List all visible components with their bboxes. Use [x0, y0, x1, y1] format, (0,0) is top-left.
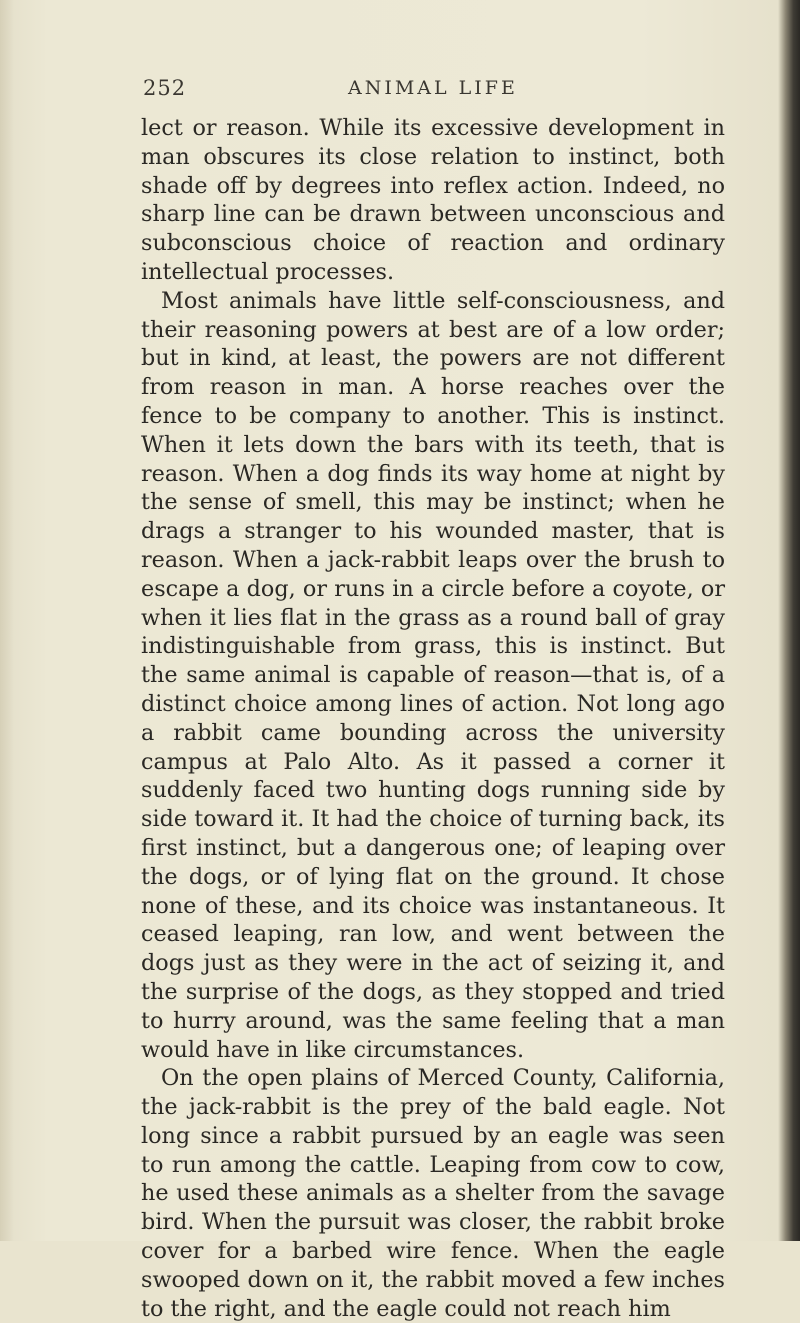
paragraph-2: Most animals have little self-consciousness, and their reasoning powers at best are of a low order; but in kind, at least, the powers are not different from reason in man. A horse reaches over the fence to be company to another. This is instinct. When it lets down the bars with its teeth, that is reason. When a dog finds its way home at night by the sense of smell, this may be instinct; when he drags a stranger to his wounded master, that is reason. When a jack-rabbit leaps over the brush to escape a dog, or runs in a circle before a coyote, or when it lies flat in the grass as a round ball of gray indistinguishable from grass, this is instinct. But the same animal is capable of reason—that is, of a distinct choice among lines of action. Not long ago a rabbit came bounding across the university campus at Palo Alto. As it passed a corner it suddenly faced two hunting dogs running side by side toward it. It had the choice of turning back, its first instinct, but a dangerous one; of leaping over the dogs, or of lying flat on the ground. It chose none of these, and its choice was instantaneous. It ceased leaping, ran low, and went between the dogs just as they were in the act of seizing it, and the surprise of the dogs, as they stopped and tried to hurry around, was the same feeling that a man would have in like circumstances.: [141, 287, 725, 1063]
paragraph-1: lect or reason. While its excessive development in man obscures its close relation to instinct, both shade off by degrees into reflex action. Indeed, no sharp line can be drawn between unconscious and subconscious choice of reaction and ordinary intellectual processes.: [141, 115, 725, 285]
page-edge-shadow: [778, 0, 800, 1241]
body-text: [141, 114, 725, 1323]
page-number: 252: [143, 76, 187, 100]
paragraph-3: On the open plains of Merced County, California, the jack-rabbit is the prey of the bald eagle. Not long since a rabbit pursued by an eagle was seen to run among the cattle. Leaping from cow to cow, he used these animals as a shelter from the savage bird. When the pursuit was closer, the rabbit broke cover for a barbed wire fence. When the eagle swooped down on it, the rabbit moved a few inches to the right, and the eagle could not reach him: [141, 1065, 725, 1322]
running-title: ANIMAL LIFE: [348, 77, 518, 99]
running-header: [143, 76, 723, 106]
page-gutter-shadow: [0, 0, 14, 1241]
